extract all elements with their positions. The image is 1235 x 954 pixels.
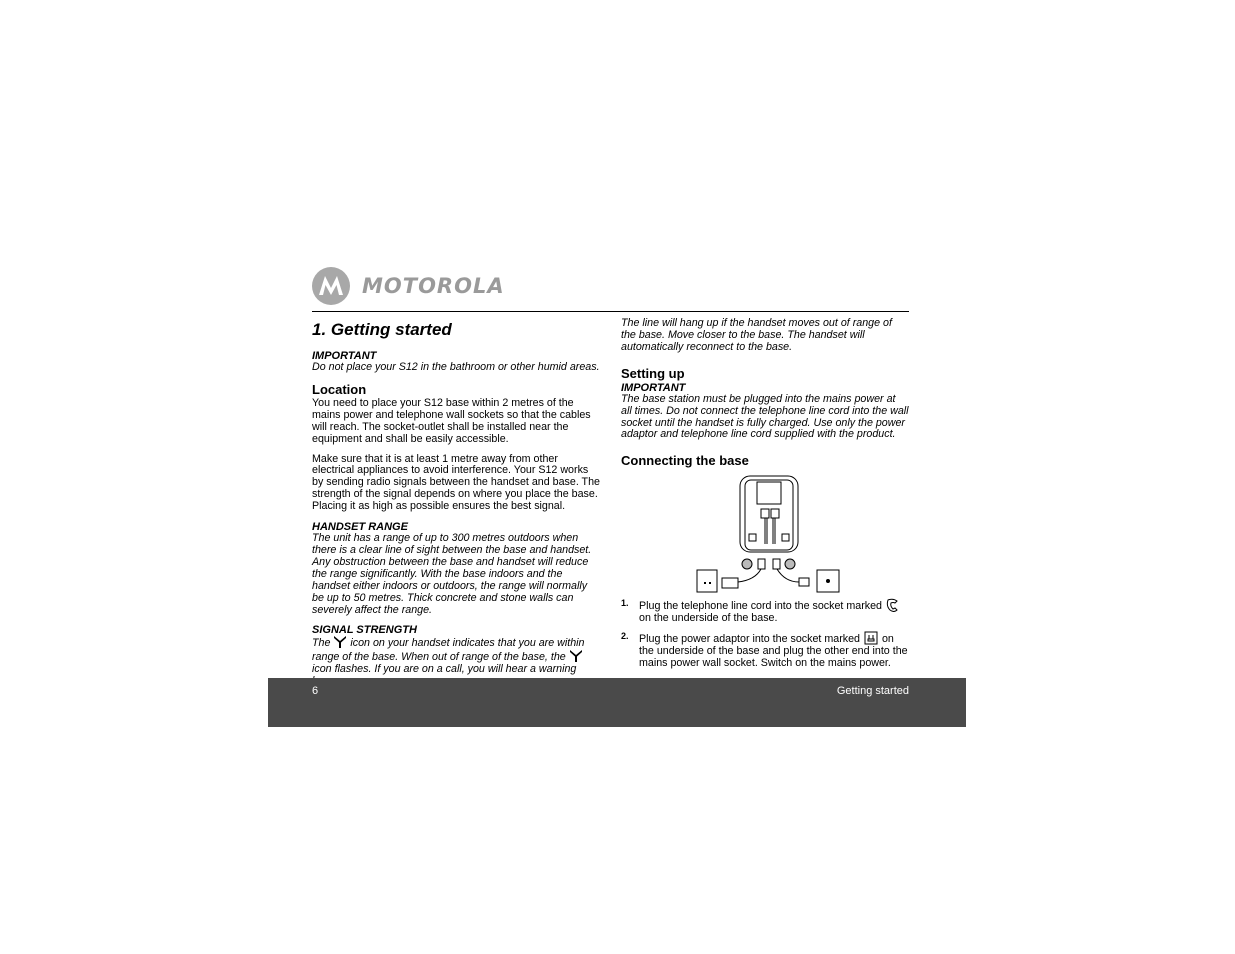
setup-important-text: The base station must be plugged into the mains power at all times. Do not connect the telephone line cord into the wall socket until the handset is fully charged. Use only the power adaptor and telephone line cord supplied with the product. bbox=[621, 392, 909, 441]
signal-strength-label: SIGNAL STRENGTH bbox=[312, 624, 417, 637]
motorola-logo-icon bbox=[312, 267, 350, 305]
handset-range-text: The unit has a range of up to 300 metres outdoors when there is a clear line of sight between the base and handset. Any obstruction between the base and handset will reduce the range significantly. With the base indoors and the handset either indoors or outdoors, the range will normally be up to 50 metres. Thick concrete and stone walls can severely affect the range. bbox=[312, 532, 592, 616]
hangup-text: The line will hang up if the handset moves out of range of the base. Move closer to the base. The handset will automatically reconnect to the base. bbox=[621, 317, 892, 353]
important-label: IMPORTANT bbox=[312, 350, 377, 362]
page-title: 1. Getting started bbox=[312, 320, 452, 339]
location-heading: Location bbox=[312, 381, 367, 397]
signal-text-part-1: The bbox=[312, 637, 331, 650]
setup-important-label: IMPORTANT bbox=[621, 381, 686, 394]
footer-section-title: Getting started bbox=[836, 685, 909, 697]
handset-range-label: HANDSET RANGE bbox=[312, 521, 408, 534]
important-text: Do not place your S12 in the bathroom or other humid areas. bbox=[312, 361, 600, 373]
page-number: 6 bbox=[312, 685, 319, 697]
location-paragraph-1: You need to place your S12 base within 2 metres of the mains power and telephone wall sockets so that the cables will reach. The socket-outlet shall be installed near the equipment and shall be easily accessible. bbox=[312, 396, 591, 445]
right-column bbox=[621, 318, 909, 676]
setting-up-heading: Setting up bbox=[621, 365, 685, 381]
page-footer bbox=[268, 678, 966, 727]
left-column bbox=[312, 318, 600, 696]
power-socket-icon bbox=[863, 631, 879, 645]
signal-text-part-3: icon flashes. If you are on a call, you will hear a warning bbox=[312, 663, 577, 676]
step-1: 1. Plug the telephone line cord into the socket marked on the underside of the base. bbox=[621, 598, 909, 625]
telephone-socket-icon bbox=[885, 598, 901, 612]
connecting-base-heading: Connecting the base bbox=[621, 453, 749, 469]
signal-text-part-2: icon on your handset indicates that you are within range of the base. When out of range of the base, the bbox=[312, 637, 585, 664]
step-2: 2. Plug the power adaptor into the socket marked on the underside of the base and plug the other end into the mains power wall socket. Switch on the mains power. bbox=[621, 631, 908, 669]
signal-antenna-icon bbox=[569, 650, 583, 662]
base-connection-diagram bbox=[695, 474, 845, 594]
brand-name: MOTOROLA bbox=[362, 274, 505, 298]
signal-antenna-icon bbox=[333, 636, 347, 648]
header-rule bbox=[312, 311, 909, 312]
location-paragraph-2: Make sure that it is at least 1 metre away from other electrical appliances to avoid interference. Your S12 works by sending radio signals between the handset and base. The strength of the signal depends on where you place the base. Placing it as high as possible ensures the best signal. bbox=[312, 452, 600, 513]
connection-steps bbox=[621, 598, 909, 670]
brand-logo bbox=[312, 267, 505, 305]
